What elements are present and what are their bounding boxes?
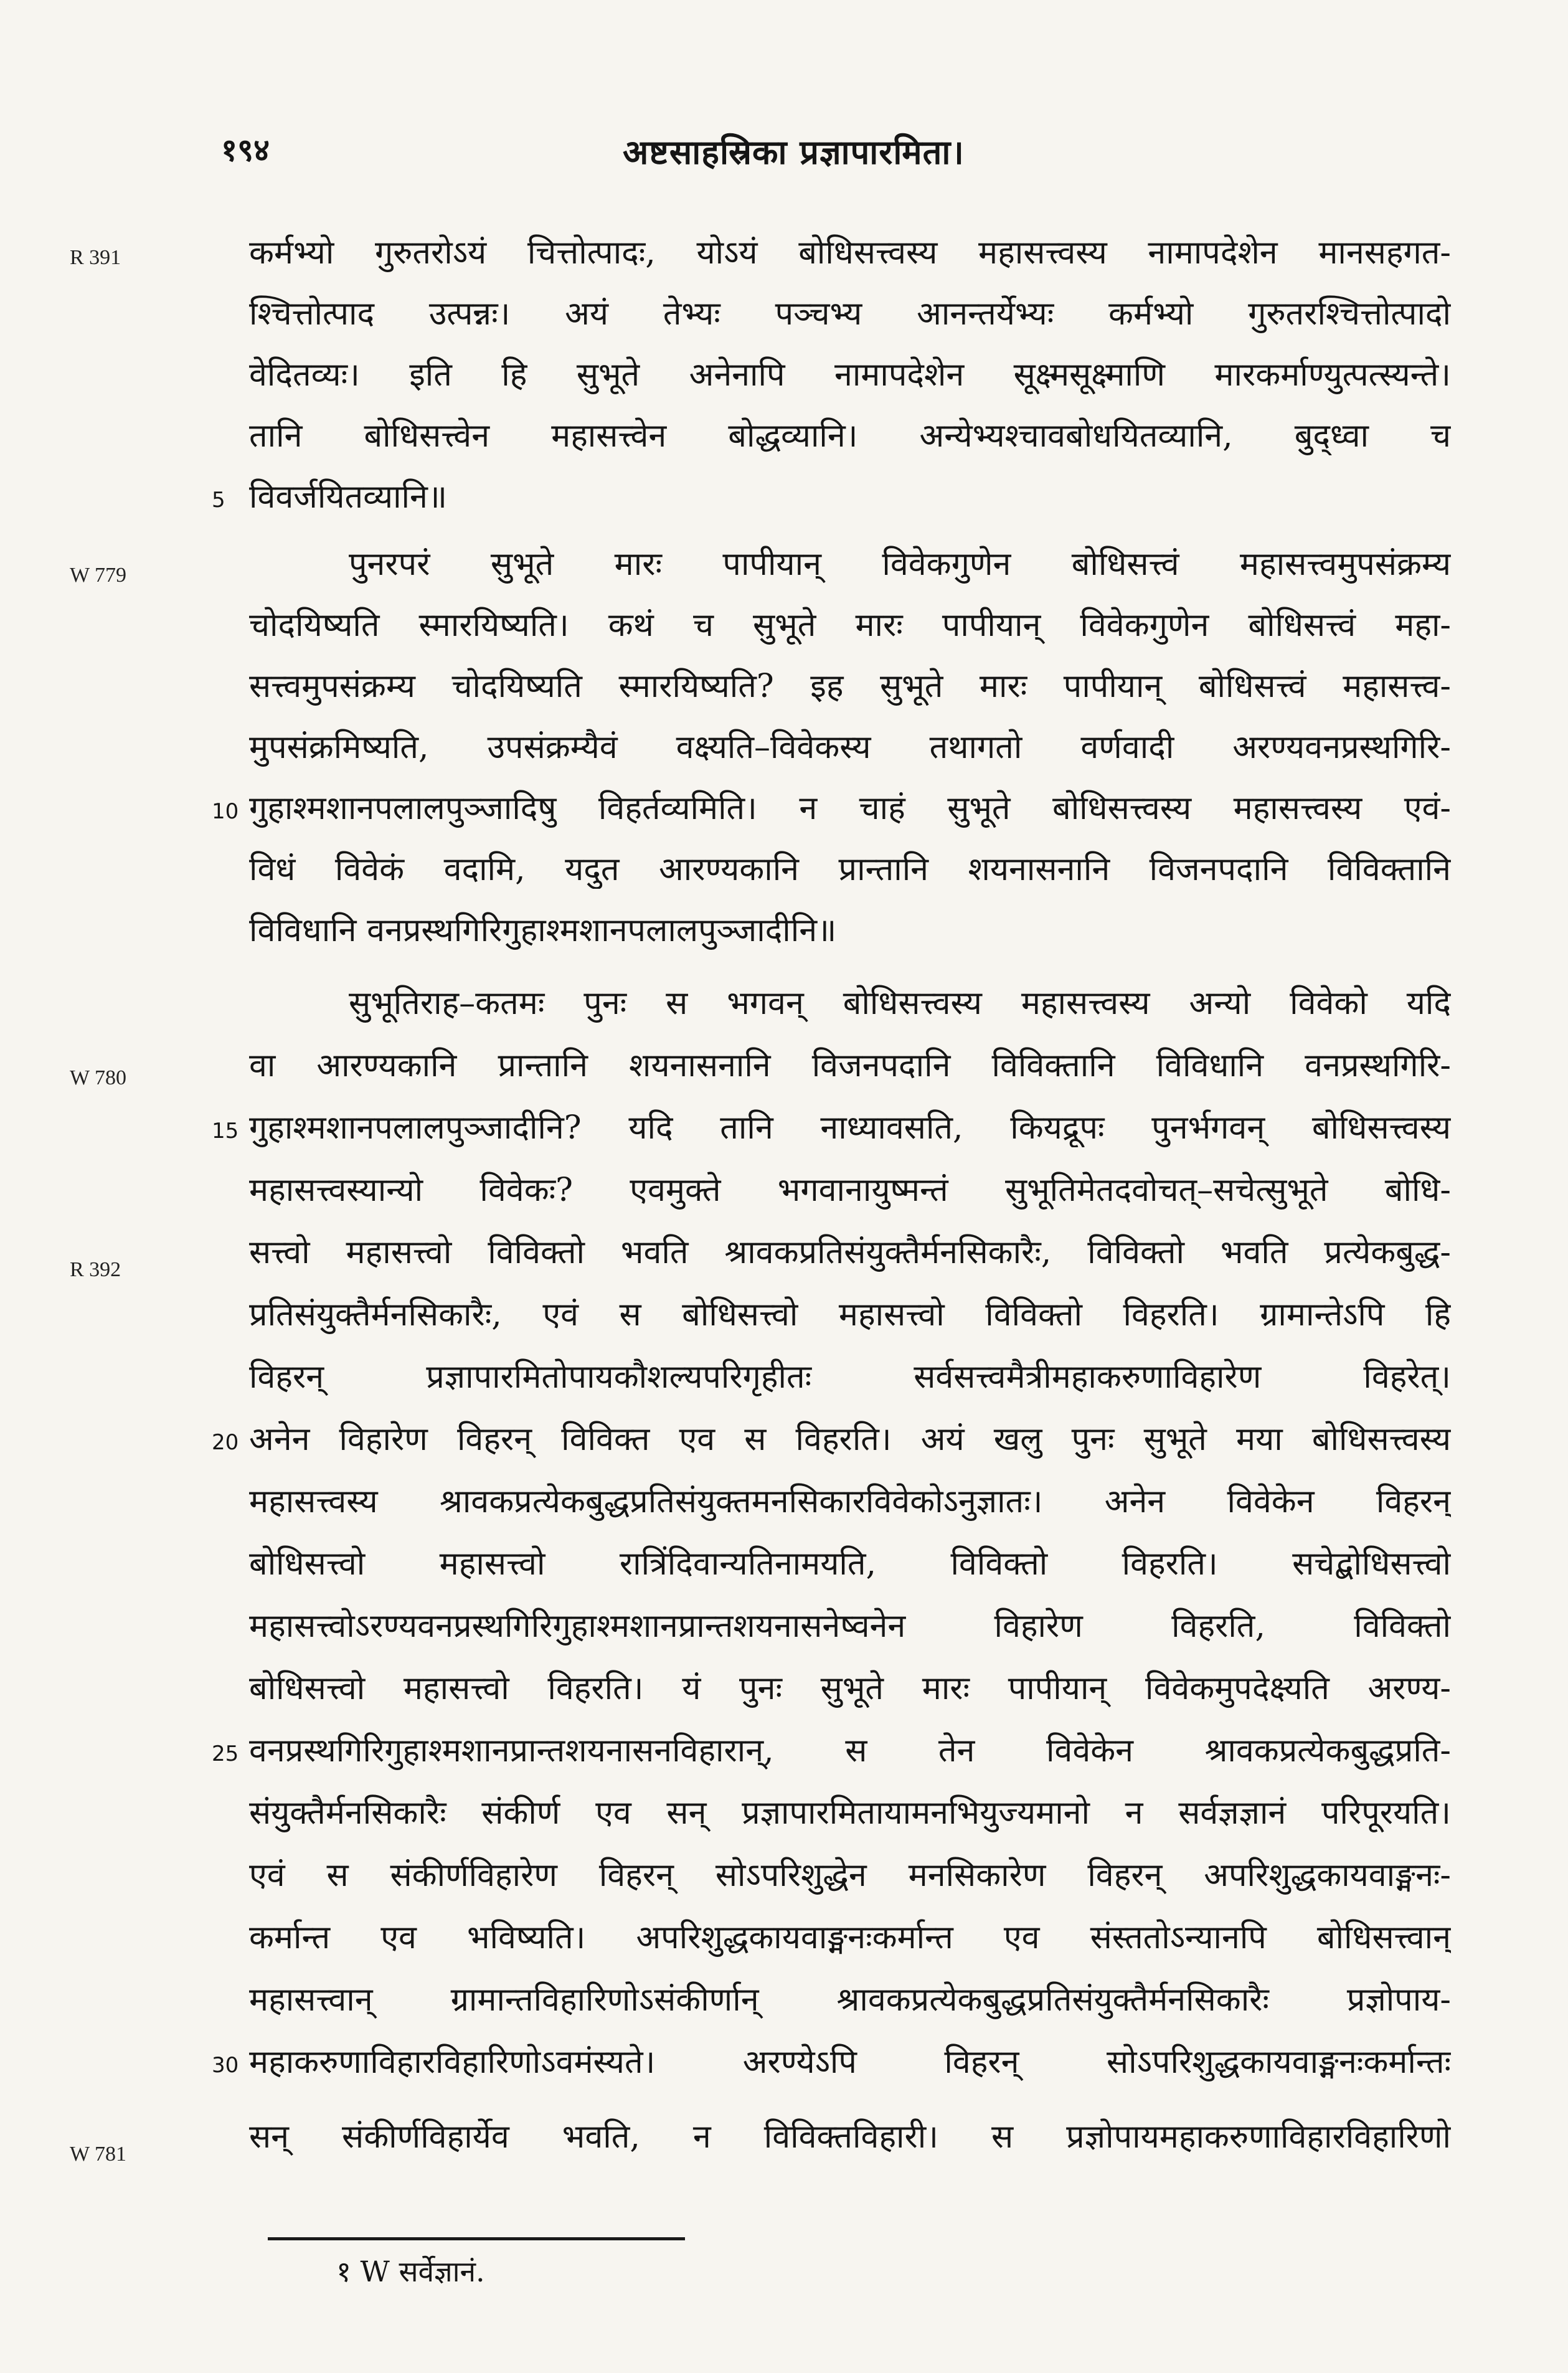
- line-text: विवर्जयितव्यानि॥: [249, 478, 448, 516]
- running-title: अष्टसाहस्रिका प्रज्ञापारमिता।: [623, 132, 965, 172]
- text-line: [249, 1607, 1451, 1669]
- line-number: 25: [212, 1741, 239, 1766]
- text-line: [249, 234, 1451, 296]
- footnote: १ W सर्वेज्ञानं.: [336, 2255, 485, 2288]
- text-line: [212, 1109, 1451, 1171]
- text-line: [249, 2118, 1451, 2180]
- line-number: 10: [212, 799, 239, 824]
- text-line: [249, 295, 1451, 357]
- line-text: चोदयिष्यति स्मारयिष्यति। कथं च सुभूते मारः पापीयान् विवेकगुणेन बोधिसत्त्वं महा-: [249, 607, 1451, 644]
- line-text: अनेन विहारेण विहरन् विविक्त एव स विहरति। अयं खलु पुनः सुभूते मया बोधिसत्त्वस्य: [249, 1421, 1451, 1458]
- line-text: बोधिसत्त्वो महासत्त्वो रात्रिंदिवान्यतिनामयति, विविक्तो विहरति। सचेद्बोधिसत्त्वो: [249, 1545, 1451, 1583]
- text-line: [249, 1046, 1451, 1109]
- text-line: [249, 1358, 1451, 1420]
- text-line: [212, 1731, 1451, 1794]
- line-text: सुभूतिराह–कतमः पुनः स भगवन् बोधिसत्त्वस्य महासत्त्वस्य अन्यो विवेको यदि: [349, 985, 1451, 1022]
- line-text: विहरन् प्रज्ञापारमितोपायकौशल्यपरिगृहीतः सर्वसत्त्वमैत्रीमहाकरुणाविहारेण विहरेत्।: [249, 1358, 1451, 1396]
- line-text: तानि बोधिसत्त्वेन महासत्त्वेन बोद्धव्यानि। अन्येभ्यश्चावबोधयितव्यानि, बुद्ध्वा च: [249, 417, 1451, 455]
- line-text: महासत्त्वान् ग्रामान्तविहारिणोऽसंकीर्णान् श्रावकप्रत्येकबुद्धप्रतिसंयुक्तैर्मनसिकारैः प्रज्ञोपाय-: [249, 1981, 1451, 2019]
- line-text: विधं विवेकं वदामि, यदुत आरण्यकानि प्रान्तानि शयनासनानि विजनपदानि विविक्तानि: [249, 851, 1451, 888]
- line-number: 5: [212, 488, 225, 513]
- line-text: कर्मभ्यो गुरुतरोऽयं चित्तोत्पादः, योऽयं बोधिसत्त्वस्य महासत्त्वस्य नामापदेशेन मानसहगत-: [249, 234, 1451, 272]
- line-text: बोधिसत्त्वो महासत्त्वो विहरति। यं पुनः सुभूते मारः पापीयान् विवेकमुपदेक्ष्यति अरण्य-: [249, 1670, 1451, 1707]
- line-text: प्रतिसंयुक्तैर्मनसिकारैः, एवं स बोधिसत्त्वो महासत्त्वो विविक्तो विहरति। ग्रामान्तेऽपि हि: [249, 1296, 1451, 1333]
- text-line: [249, 1233, 1451, 1295]
- line-number: 20: [212, 1430, 239, 1455]
- text-line: [249, 1295, 1451, 1358]
- line-text: संयुक्तैर्मनसिकारैः संकीर्ण एव सन् प्रज्ञापारमितायामनभियुज्यमानो न सर्वज्ञज्ञानं परिपूरयति।: [249, 1794, 1451, 1832]
- text-line: [212, 1420, 1451, 1482]
- text-line: [249, 545, 1451, 607]
- text-line: [249, 667, 1451, 729]
- line-text: वा आरण्यकानि प्रान्तानि शयनासनानि विजनपदानि विविक्तानि विविधानि वनप्रस्थगिरि-: [249, 1047, 1451, 1084]
- margin-ref-w781: W 781: [70, 2143, 126, 2166]
- text-line: [249, 984, 1451, 1046]
- text-line: [249, 1981, 1451, 2043]
- line-number: 30: [212, 2053, 239, 2078]
- line-text: वनप्रस्थगिरिगुहाश्मशानप्रान्तशयनासनविहारान्, स तेन विवेकेन श्रावकप्रत्येकबुद्धप्रति-: [249, 1732, 1451, 1769]
- line-text: सन् संकीर्णविहार्येव भवति, न विविक्तविहारी। स प्रज्ञोपायमहाकरुणाविहारविहारिणो: [249, 2118, 1451, 2156]
- line-text: महासत्त्वस्य श्रावकप्रत्येकबुद्धप्रतिसंयुक्तमनसिकारविवेकोऽनुज्ञातः। अनेन विवेकेन विहरन्: [249, 1483, 1451, 1520]
- line-text: गुहाश्मशानपलालपुञ्जादिषु विहर्तव्यमिति। न चाहं सुभूते बोधिसत्त्वस्य महासत्त्वस्य एवं-: [249, 790, 1451, 827]
- text-line: [249, 1856, 1451, 1918]
- text-line: [249, 850, 1451, 912]
- text-line: [212, 789, 1451, 851]
- margin-ref-w780: W 780: [70, 1066, 126, 1089]
- line-text: वेदितव्यः। इति हि सुभूते अनेनापि नामापदेशेन सूक्ष्मसूक्ष्माणि मारकर्माण्युत्पत्स्यन्ते।: [249, 356, 1451, 394]
- line-text: एवं स संकीर्णविहारेण विहरन् सोऽपरिशुद्धेन मनसिकारेण विहरन् अपरिशुद्धकायवाङ्मनः-: [249, 1857, 1451, 1894]
- line-text: सत्त्वमुपसंक्रम्य चोदयिष्यति स्मारयिष्यति? इह सुभूते मारः पापीयान् बोधिसत्त्वं महासत्त्व-: [249, 668, 1451, 705]
- text-line: [249, 417, 1451, 479]
- line-number: 15: [212, 1119, 239, 1144]
- line-text: कर्मान्त एव भविष्यति। अपरिशुद्धकायवाङ्मनःकर्मान्त एव संस्ततोऽन्यानपि बोधिसत्त्वान्: [249, 1919, 1451, 1956]
- line-text: मुपसंक्रमिष्यति, उपसंक्रम्यैवं वक्ष्यति–विवेकस्य तथागतो वर्णवादी अरण्यवनप्रस्थगिरि-: [249, 729, 1451, 766]
- text-line: [249, 1545, 1451, 1607]
- page-number: १९४: [221, 131, 270, 168]
- line-text: गुहाश्मशानपलालपुञ्जादीनि? यदि तानि नाध्यावसति, कियद्रूपः पुनर्भगवन् बोधिसत्त्वस्य: [249, 1109, 1451, 1147]
- line-text: पुनरपरं सुभूते मारः पापीयान् विवेकगुणेन बोधिसत्त्वं महासत्त्वमुपसंक्रम्य: [349, 546, 1451, 583]
- text-line: [212, 478, 1451, 540]
- line-text: श्चित्तोत्पाद उत्पन्नः। अयं तेभ्यः पञ्चभ्य आनन्तर्येभ्यः कर्मभ्यो गुरुतरश्चित्तोत्पादो: [249, 295, 1451, 333]
- text-line: [249, 1794, 1451, 1856]
- margin-ref-r391: R 391: [70, 246, 121, 269]
- line-text: महासत्त्वोऽरण्यवनप्रस्थगिरिगुहाश्मशानप्रान्तशयनासनेष्वनेन विहारेण विहरति, विविक्तो: [249, 1608, 1451, 1645]
- text-line: [249, 911, 1451, 973]
- margin-ref-r392: R 392: [70, 1258, 121, 1281]
- line-text: विविधानि वनप्रस्थगिरिगुहाश्मशानपलालपुञ्जादीनि॥: [249, 912, 837, 949]
- text-line: [249, 356, 1451, 418]
- text-line: [249, 728, 1451, 790]
- running-header: [0, 128, 1568, 184]
- footnote-rule: [268, 2237, 685, 2240]
- text-line: [212, 2043, 1451, 2105]
- text-line: [249, 1171, 1451, 1233]
- text-line: [249, 1669, 1451, 1731]
- text-line: [249, 1482, 1451, 1545]
- line-text: महासत्त्वस्यान्यो विवेकः? एवमुक्ते भगवानायुष्मन्तं सुभूतिमेतदवोचत्–सचेत्सुभूते बोधि-: [249, 1172, 1451, 1209]
- line-text: सत्त्वो महासत्त्वो विविक्तो भवति श्रावकप्रतिसंयुक्तैर्मनसिकारैः, विविक्तो भवति प्रत्येकबुद्ध-: [249, 1234, 1451, 1271]
- margin-ref-w779: W 779: [70, 564, 126, 587]
- text-line: [249, 606, 1451, 668]
- line-text: महाकरुणाविहारविहारिणोऽवमंस्यते। अरण्येऽपि विहरन् सोऽपरिशुद्धकायवाङ्मनःकर्मान्तः: [249, 2044, 1451, 2081]
- text-line: [249, 1918, 1451, 1981]
